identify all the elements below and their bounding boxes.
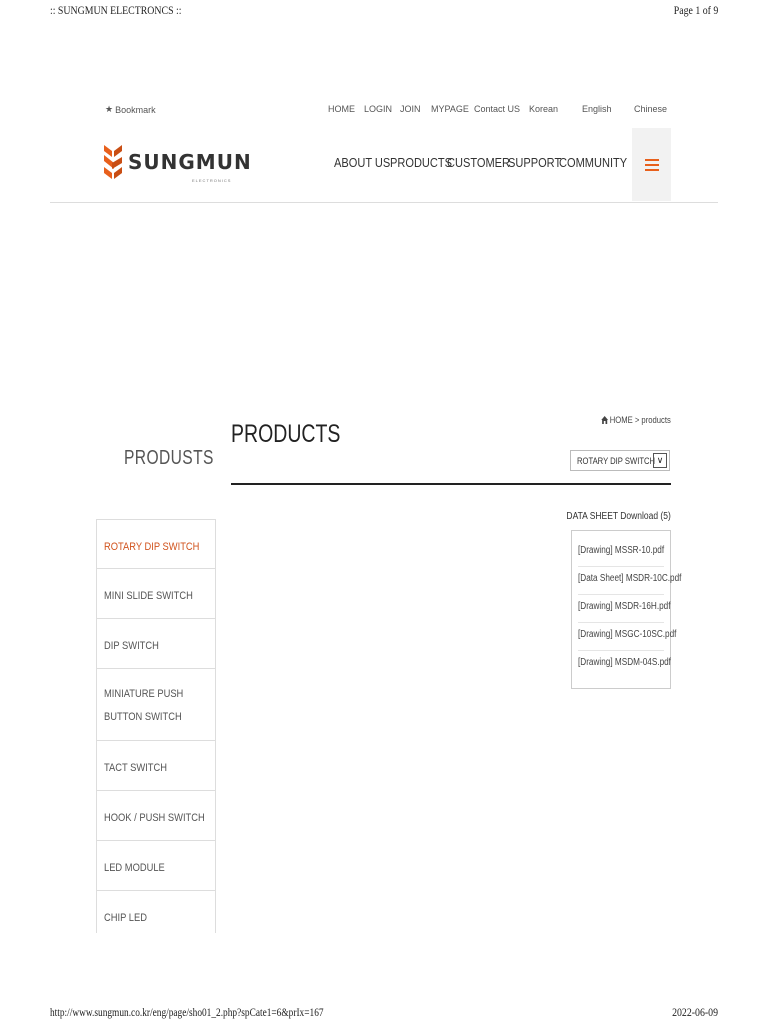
bookmark-label: Bookmark (115, 104, 156, 115)
print-footer-date: 2022-06-09 (672, 1005, 718, 1019)
sidebar-item-label: ROTARY DIP SWITCH (104, 541, 200, 553)
sidebar-item-rotary-dip-switch[interactable] (96, 519, 216, 569)
chevron-down-icon: ∨ (653, 453, 667, 468)
category-select[interactable] (570, 450, 670, 471)
sidebar-menu (96, 519, 216, 933)
util-nav-chinese[interactable]: Chinese (634, 104, 668, 114)
datasheet-link[interactable]: [Data Sheet] MSDR-10C.pdf (578, 567, 664, 595)
print-header-title: :: SUNGMUN ELECTRONCS :: (50, 3, 182, 17)
sidebar-item-tact-switch[interactable] (96, 741, 216, 791)
nav-about-us[interactable]: ABOUT US (334, 155, 391, 170)
util-nav-join[interactable]: JOIN (400, 104, 421, 114)
nav-community[interactable]: COMMUNITY (559, 155, 628, 170)
hamburger-icon (645, 156, 659, 174)
logo-subtext: ELECTRONICS (192, 178, 232, 183)
util-nav-home[interactable]: HOME (328, 104, 355, 114)
sidebar-item-dip-switch[interactable] (96, 619, 216, 669)
sungmun-logo[interactable] (102, 143, 252, 181)
header-divider (50, 202, 718, 203)
sidebar-item-miniature-push-button-switch[interactable] (96, 669, 216, 741)
star-icon: ★ (105, 104, 114, 114)
util-nav-english[interactable]: English (582, 104, 612, 114)
page-title: PRODUCTS (231, 420, 341, 448)
breadcrumb (601, 415, 671, 425)
datasheet-title: DATA SHEET Download (5) (566, 511, 671, 522)
title-underline (231, 483, 671, 485)
sidebar-item-label: LED MODULE (104, 862, 165, 874)
nav-support[interactable]: SUPPORT (508, 155, 562, 170)
logo-mark-icon (102, 143, 124, 181)
sidebar-item-mini-slide-switch[interactable] (96, 569, 216, 619)
datasheet-link[interactable]: [Drawing] MSGC-10SC.pdf (578, 623, 664, 651)
nav-products[interactable]: PRODUCTS (390, 155, 453, 170)
util-nav-mypage[interactable]: MYPAGE (431, 104, 469, 114)
datasheet-list (571, 530, 682, 689)
home-icon (601, 416, 608, 424)
bookmark-link[interactable] (105, 104, 156, 115)
sidebar-item-label: MINI SLIDE SWITCH (104, 590, 193, 602)
util-nav-korean[interactable]: Korean (529, 104, 559, 114)
util-nav-contact[interactable]: Contact US (474, 104, 521, 114)
hamburger-menu-button[interactable] (632, 128, 671, 201)
sidebar-item-label: CHIP LED (104, 912, 147, 924)
sidebar-item-chip-led[interactable] (96, 891, 216, 933)
print-page-number: Page 1 of 9 (673, 3, 718, 17)
util-nav-login[interactable]: LOGIN (364, 104, 393, 114)
sidebar-item-label: MINIATURE PUSH BUTTON SWITCH (104, 688, 184, 723)
datasheet-link[interactable]: [Drawing] MSDM-04S.pdf (578, 657, 671, 668)
sidebar-item-label: DIP SWITCH (104, 640, 159, 652)
print-footer-url: http://www.sungmun.co.kr/eng/page/sho01_2.php?spCate1=6&prIx=167 (50, 1005, 324, 1019)
breadcrumb-text[interactable]: HOME > products (609, 415, 671, 425)
logo-text: SUNGMUN (128, 150, 252, 174)
datasheet-link[interactable]: [Drawing] MSDR-16H.pdf (578, 595, 664, 623)
nav-customer[interactable]: CUSTOMER (447, 155, 511, 170)
sidebar-item-led-module[interactable] (96, 841, 216, 891)
sidebar-title: PRODUSTS (124, 447, 214, 469)
sidebar-item-hook-push-switch[interactable] (96, 791, 216, 841)
sidebar-item-label: HOOK / PUSH SWITCH (104, 812, 205, 824)
datasheet-link[interactable]: [Drawing] MSSR-10.pdf (578, 539, 664, 567)
sidebar-item-label: TACT SWITCH (104, 762, 168, 774)
category-select-value: ROTARY DIP SWITCH (577, 456, 656, 466)
